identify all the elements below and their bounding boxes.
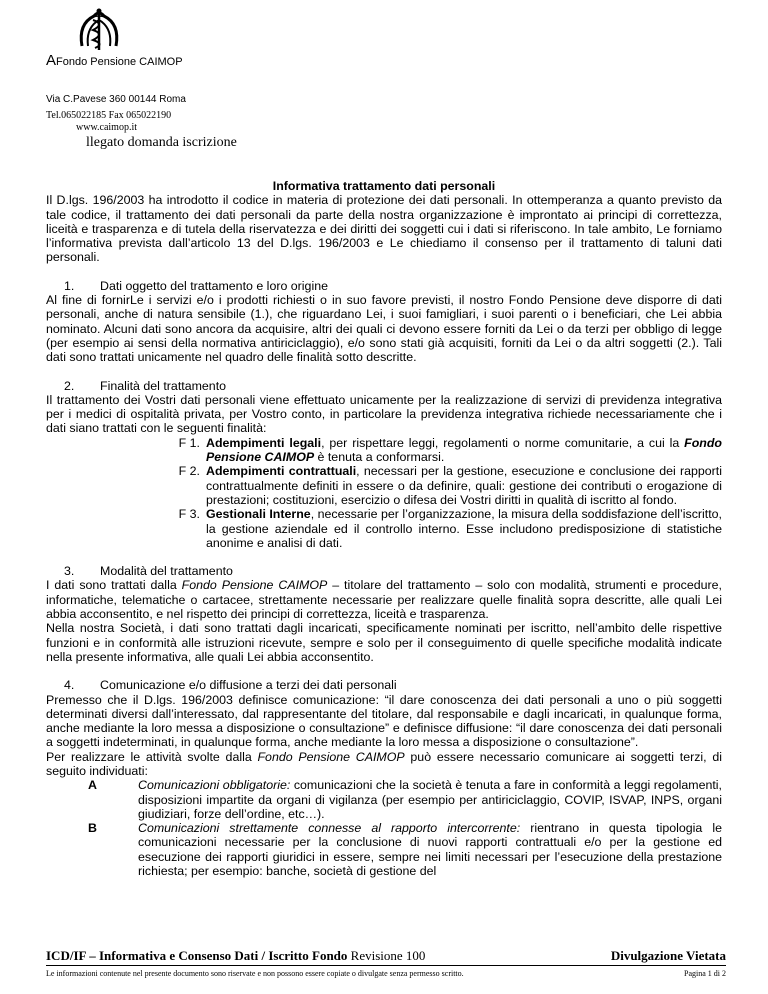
- footer-classification: Divulgazione Vietata: [610, 948, 726, 963]
- section-3-heading: 3. Modalità del trattamento: [64, 564, 233, 579]
- caduceus-logo-icon: [76, 6, 122, 54]
- document-body: [46, 179, 722, 878]
- communication-b: B Comunicazioni strettamente connesse al rapporto intercorrente: rientrano in questa tipologia le comunicazioni necessarie per la conclusione di nuovi rapporti contrattuali e/o per la gestione ed esecuzione dei rapporti giuridici in essere, sempre nei limiti necessari per l’esecuzione della prestazione richiesta; per esempio: banche, società di gestione del: [88, 821, 723, 879]
- purpose-f1: F 1. Adempimenti legali, per rispettare leggi, regolamenti o norme comunitarie, a cui la Fondo Pensione CAIMOP è tenuta a conformarsi.: [178, 435, 722, 465]
- attachment-note: llegato domanda iscrizione: [86, 135, 237, 150]
- section-3-paragraph-1: I dati sono trattati dalla Fondo Pensione CAIMOP – titolare del trattamento – solo con modalità, strumenti e procedure, informatiche, telematiche o cartacee, strettamente necessarie per realizzare quelle finalità sopra descritte, alle quali Lei abbia acconsentito, e nel rispetto dei principi di correttezza, liceità e trasparenza.: [46, 578, 722, 622]
- address: Via C.Pavese 360 00144 Roma: [46, 94, 186, 105]
- footer-disclaimer: Le informazioni contenute nel presente documento sono riservate e non possono essere copiate o divulgate senza permesso scritto.: [46, 969, 464, 978]
- section-2-text: Il trattamento dei Vostri dati personali viene effettuato unicamente per la realizzazione di servizi di previdenza integrativa per i medici di ospitalità privata, per Vostro conto, in particolare la previdenza integrativa richiede necessariamente che i dati siano trattati con le seguenti finalità:: [46, 392, 722, 436]
- website: www.caimop.it: [76, 122, 138, 133]
- purpose-f2: F 2. Adempimenti contrattuali, necessari per la gestione, esecuzione e conclusione dei rapporti contrattualmente definiti in essere o da definire, quali: gestione dei contributi o erogazione di prestazioni; costituzioni, esercizio o difesa dei Vostri diritti in qualità di iscritto al fondo.: [178, 464, 723, 507]
- section-4-paragraph-1: Premesso che il D.lgs. 196/2003 definisce comunicazione: “il dare conoscenza dei dati personali a uno o più soggetti determinati diversi dall’interessato, dal rappresentante del titolare, dal responsabile e dagli incaricati, in qualunque forma, anche mediante la loro messa a disposizione o consultazione” e definisce diffusione: “il dare conoscenza dei dati personali a soggetti indeterminati, in qualunque forma, anche mediante la loro messa a disposizione o consultazione”.: [46, 692, 722, 750]
- footer-doc-id: ICD/IF – Informativa e Consenso Dati / Iscritto Fondo Revisione 100: [46, 948, 426, 963]
- section-1-heading: 1. Dati oggetto del trattamento e loro origine: [64, 278, 328, 293]
- section-4-paragraph-2: Per realizzare le attività svolte dalla Fondo Pensione CAIMOP può essere necessario comunicare ai soggetti terzi, di seguito individuati:: [46, 749, 723, 778]
- brand-name: AFondo Pensione CAIMOP: [46, 52, 183, 69]
- page-number: Pagina 1 di 2: [684, 969, 726, 978]
- section-1-text: Al fine di fornirLe i servizi e/o i prodotti richiesti o in suo favore previsti, il nostro Fondo Pensione deve disporre di dati personali, anche di natura sensibile (1.), che riguardano Lei, i suoi famigliari, i suoi parenti o i beneficiari, che Lei abbia nominato. Alcuni dati sono ancora da acquisire, altri dei quali ci devono essere forniti da Lei o da terzi per obbligo di legge (per esempio ai sensi della normativa antiriciclaggio), e/o sono stati già acquisiti, forniti da Lei o da altri soggetti (2.). Tali dati sono trattati unicamente nel quadro delle finalità sotto descritte.: [46, 293, 722, 365]
- section-2-heading: 2. Finalità del trattamento: [64, 378, 227, 393]
- intro-paragraph: Il D.lgs. 196/2003 ha introdotto il codice in materia di protezione dei dati personali. In ottemperanza a quanto previsto da tale codice, il trattamento dei dati personali da parte della nostra organizzazione è improntato ai principi di correttezza, liceità e trasparenza e di tutela della riservatezza e dei diritti dei soggetti cui i dati si riferiscono. In tale ambito, Le forniamo l’informativa prevista dall’articolo 13 del D.lgs. 196/2003 e Le chiediamo il consenso per il trattamento di taluni dati personali.: [46, 193, 722, 265]
- page-footer: [46, 948, 726, 978]
- purpose-f3: F 3. Gestionali Interne, necessarie per l’organizzazione, la misura della soddisfazione dell’iscritto, la gestione aziendale ed il controllo interno. Esse includono predisposizione di statistiche anonime e analisi di dati.: [178, 507, 723, 550]
- phone-fax: Tel.065022185 Fax 065022190: [46, 110, 172, 121]
- section-3-paragraph-2: Nella nostra Società, i dati sono trattati dagli incaricati, specificamente nominati per iscritto, nell’ambito delle rispettive funzioni e in conformità alle istruzioni ricevute, sempre e solo per il conseguimento di quelle specifiche modalità indicate nella presente informativa, alle quali Lei abbia acconsentito.: [46, 621, 722, 664]
- document-title: Informativa trattamento dati personali: [272, 179, 496, 193]
- section-4-heading: 4. Comunicazione e/o diffusione a terzi dei dati personali: [64, 678, 397, 693]
- communication-a: A Comunicazioni obbligatorie: comunicazioni che la società è tenuta a fare in conformità a leggi regolamenti, disposizioni impartite da organi di vigilanza (per esempio per antiriciclaggio, COVIP, ISVAP, INPS, organi giudiziari, forze dell’ordine, etc…).: [88, 778, 722, 821]
- letterhead: [24, 6, 424, 150]
